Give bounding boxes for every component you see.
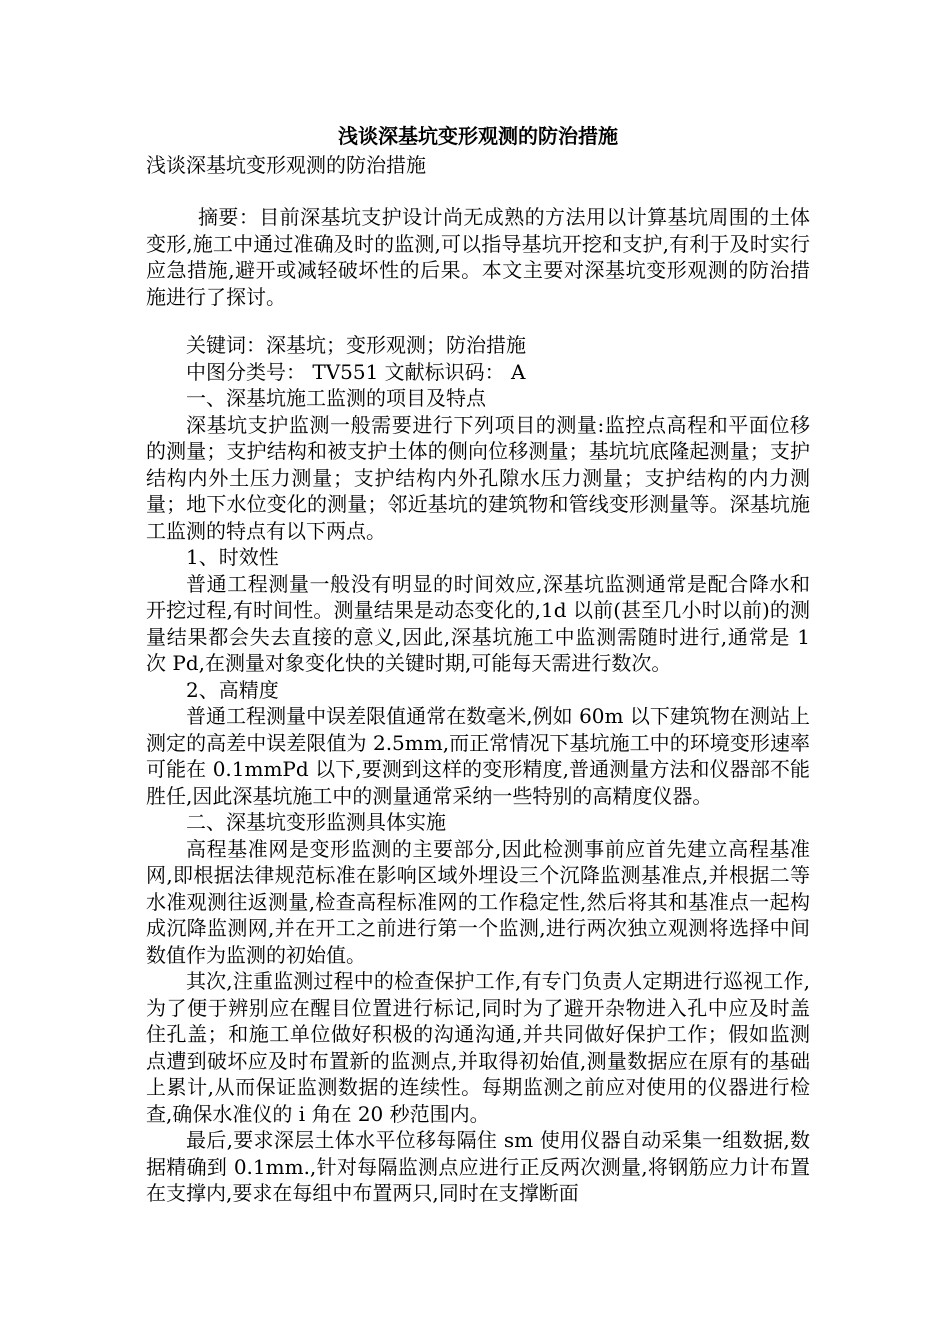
abstract-paragraph: 摘要：目前深基坑支护设计尚无成熟的方法用以计算基坑周围的土体变形,施工中通过准确及时的监测,可以指导基坑开挖和支护,有利于及时实行应急措施,避开或减轻破坏性的后果。本文主要对深基坑变形观测的防治措施进行了探讨。 (146, 205, 810, 309)
document-subtitle: 浅谈深基坑变形观测的防治措施 (146, 153, 426, 177)
section-heading-1: 一、深基坑施工监测的项目及特点 (186, 386, 486, 410)
section-2-paragraph-1: 高程基准网是变形监测的主要部分,因此检测事前应首先建立高程基准网,即根据法律规范标准在影响区域外埋设三个沉降监测基准点,并根据二等水准观测往返测量,检查高程标准网的工作稳定性,然后将其和基准点一起构成沉降监测网,并在开工之前进行第一个监测,进行两次独立观测将选择中间数值作为监测的初始值。 (146, 836, 810, 967)
keywords-line: 关键词：深基坑；变形观测；防治措施 (186, 333, 526, 357)
subsection-timeliness-paragraph: 普通工程测量一般没有明显的时间效应,深基坑监测通常是配合降水和开挖过程,有时间性。测量结果是动态变化的,1d 以前(甚至几小时以前)的测量结果都会失去直接的意义,因此,深基坑施工中监测需随时进行,通常是 1 次 Pd,在测量对象变化快的关键时期,可能每天需进行数次。 (146, 571, 810, 675)
subsection-precision-paragraph: 普通工程测量中误差限值通常在数毫米,例如 60m 以下建筑物在测站上测定的高差中误差限值为 2.5mm,而正常情况下基坑施工中的环境变形速率可能在 0.1mmPd 以下,要测到这样的变形精度,普通测量方法和仪器部不能胜任,因此深基坑施工中的测量通常采纳一些特别的高精度仪器。 (146, 704, 810, 808)
section-heading-2: 二、深基坑变形监测具体实施 (186, 810, 446, 834)
document-page (146, 120, 810, 1207)
classification-line: 中图分类号： TV551 文献标识码： A (186, 359, 526, 384)
spacer (146, 178, 810, 204)
subsection-heading-timeliness: 1、时效性 (186, 545, 279, 569)
subsection-heading-precision: 2、高精度 (186, 677, 279, 702)
section-2-paragraph-3: 最后,要求深层土体水平位移每隔住 sm 使用仪器自动采集一组数据,数据精确到 0.1mm.,针对每隔监测点应进行正反两次测量,将钢筋应力计布置在支撑内,要求在每组中布置两只,同时在支撑断面 (146, 1128, 810, 1205)
spacer (146, 310, 810, 332)
section-1-paragraph: 深基坑支护监测一般需要进行下列项目的测量:监控点高程和平面位移的测量；支护结构和被支护土体的侧向位移测量；基坑坑底隆起测量；支护结构内外土压力测量；支护结构内外孔隙水压力测量；支护结构的内力测量；地下水位变化的测量；邻近基坑的建筑物和管线变形测量等。深基坑施工监测的特点有以下两点。 (146, 412, 810, 543)
section-2-paragraph-2: 其次,注重监测过程中的检查保护工作,有专门负责人定期进行巡视工作,为了便于辨别应在醒目位置进行标记,同时为了避开杂物进入孔中应及时盖住孔盖；和施工单位做好积极的沟通沟通,并共同做好保护工作；假如监测点遭到破坏应及时布置新的监测点,并取得初始值,测量数据应在原有的基础上累计,从而保证监测数据的连续性。每期监测之前应对使用的仪器进行检查,确保水准仪的 i 角在 20 秒范围内。 (146, 969, 810, 1126)
document-title: 浅谈深基坑变形观测的防治措施 (338, 124, 618, 148)
